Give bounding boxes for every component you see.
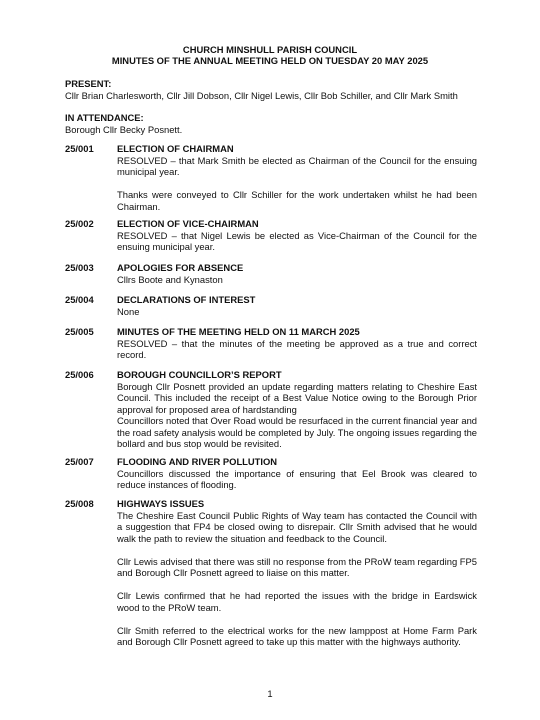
present-section — [65, 78, 477, 101]
item-title: ELECTION OF VICE-CHAIRMAN — [117, 218, 259, 229]
item-resolution: RESOLVED – that Nigel Lewis be elected as Vice-Chairman of the Council for the ensuing municipal year. — [117, 229, 477, 252]
minute-item-25-001 — [65, 143, 477, 212]
item-number: 25/002 — [65, 218, 94, 229]
item-paragraph: Borough Cllr Posnett provided an update regarding matters relating to Cheshire East Council. This included the receipt of a Best Value Notice owing to the Borough Prior approval for proposed area of hardstanding — [117, 380, 477, 415]
item-title: HIGHWAYS ISSUES — [117, 498, 205, 509]
present-list: Cllr Brian Charlesworth, Cllr Jill Dobson, Cllr Nigel Lewis, Cllr Bob Schiller, and Cllr Mark Smith — [65, 89, 458, 101]
item-number: 25/007 — [65, 456, 94, 467]
present-heading: PRESENT: — [65, 78, 112, 89]
item-title: BOROUGH COUNCILLOR’S REPORT — [117, 369, 282, 380]
council-name: CHURCH MINSHULL PARISH COUNCIL — [182, 44, 358, 55]
item-title: MINUTES OF THE MEETING HELD ON 11 MARCH 2025 — [117, 326, 360, 337]
item-number: 25/003 — [65, 262, 94, 273]
attendance-section — [65, 112, 477, 135]
attendance-list: Borough Cllr Becky Posnett. — [65, 123, 183, 135]
minute-item-25-006 — [65, 369, 477, 450]
page-number: 1 — [267, 688, 273, 699]
item-paragraph: Councillors discussed the importance of ensuring that Eel Brook was cleared to reduce instances of flooding. — [117, 467, 477, 490]
item-title: DECLARATIONS OF INTEREST — [117, 294, 256, 305]
item-paragraph: Cllr Smith referred to the electrical works for the new lamppost at Home Farm Park and Borough Cllr Posnett agreed to take up this matter with the highways authority. — [117, 624, 477, 647]
attendance-heading: IN ATTENDANCE: — [65, 112, 144, 123]
minute-item-25-005 — [65, 326, 477, 361]
item-number: 25/008 — [65, 498, 94, 509]
item-paragraph: None — [117, 305, 140, 317]
meeting-title: MINUTES OF THE ANNUAL MEETING HELD ON TUESDAY 20 MAY 2025 — [111, 55, 429, 66]
document-header — [0, 44, 540, 66]
item-title: ELECTION OF CHAIRMAN — [117, 143, 234, 154]
minute-item-25-008 — [65, 498, 477, 648]
minute-item-25-003 — [65, 262, 477, 285]
item-paragraph: The Cheshire East Council Public Rights of Way team has contacted the Council with a suggestion that FP4 be closed owing to disrepair. Cllr Smith advised that he would walk the path to review the situation and feedback to the Council. — [117, 509, 477, 544]
item-resolution: RESOLVED – that Mark Smith be elected as Chairman of the Council for the ensuing municipal year. — [117, 154, 477, 177]
item-number: 25/004 — [65, 294, 94, 305]
item-number: 25/001 — [65, 143, 94, 154]
item-paragraph: Thanks were conveyed to Cllr Schiller for the work undertaken whilst he had been Chairman. — [117, 189, 477, 212]
item-resolution: RESOLVED – that the minutes of the meeting be approved as a true and correct record. — [117, 337, 477, 360]
minute-item-25-004 — [65, 294, 477, 317]
minute-item-25-007 — [65, 456, 477, 491]
item-paragraph: Cllr Lewis advised that there was still no response from the PRoW team regarding FP5 and Borough Cllr Posnett agreed to liaise on this matter. — [117, 555, 477, 578]
item-number: 25/005 — [65, 326, 94, 337]
item-paragraph: Councillors noted that Over Road would be resurfaced in the current financial year and the road safety analysis would be completed by July. The ongoing issues regarding the bollard and bus stop would be revisited. — [117, 415, 477, 449]
minute-item-25-002 — [65, 218, 477, 253]
item-title: APOLOGIES FOR ABSENCE — [117, 262, 244, 273]
item-number: 25/006 — [65, 369, 94, 380]
item-paragraph: Cllr Lewis confirmed that he had reported the issues with the bridge in Eardswick wood to the PRoW team. — [117, 590, 477, 613]
item-title: FLOODING AND RIVER POLLUTION — [117, 456, 278, 467]
item-paragraph: Cllrs Boote and Kynaston — [117, 273, 223, 285]
